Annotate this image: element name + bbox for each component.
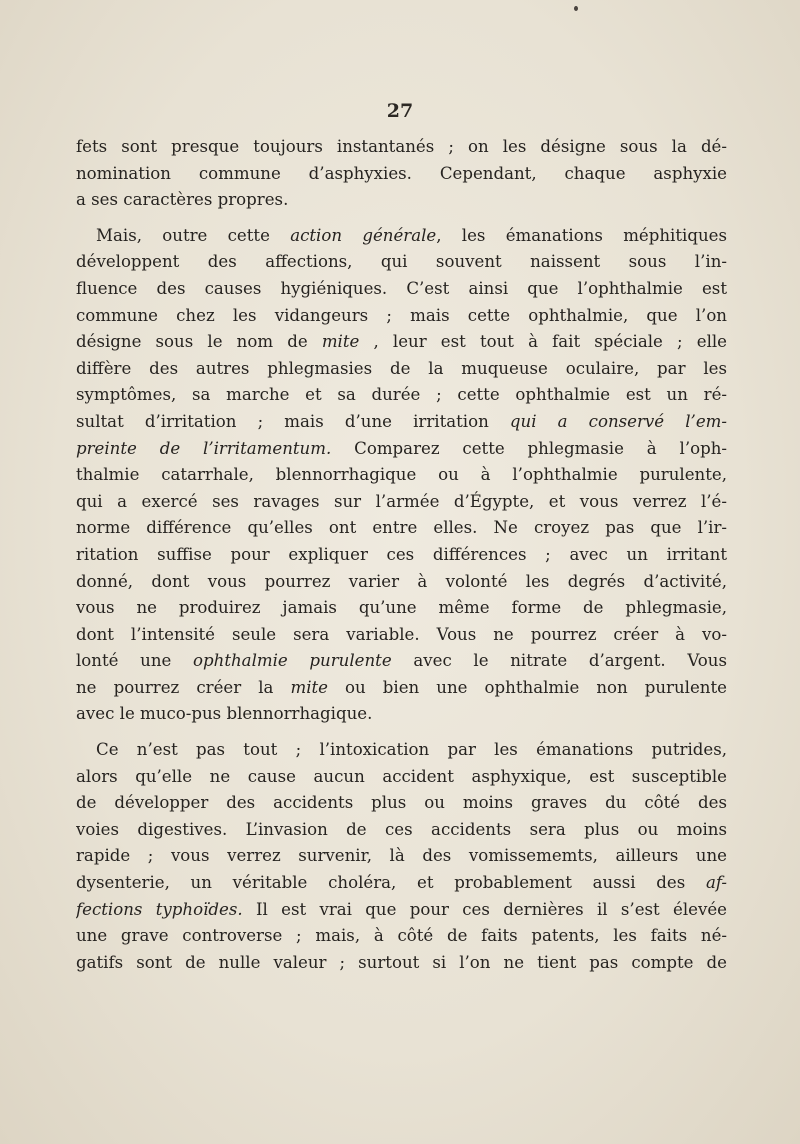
- paragraph: [76, 737, 727, 976]
- text-segment: Mais, outre cette: [96, 225, 291, 245]
- text-segment: Il est vrai que pour ces dernières il s’est élevée: [242, 899, 727, 919]
- text-segment: ou bien une ophthalmie non purulente: [328, 677, 727, 697]
- italic-segment: qui a conservé l’em-: [509, 411, 727, 431]
- text-segment: diffère des autres phlegmasies de la muqueuse oculaire, par les: [76, 358, 727, 378]
- text-line: [76, 764, 727, 791]
- text-segment: norme différence qu’elles ont entre elles. Ne croyez pas que l’ir-: [76, 518, 727, 538]
- text-line: [76, 648, 727, 675]
- text-line: [76, 701, 727, 728]
- body-text: [76, 134, 727, 976]
- text-segment: désigne sous le nom de: [76, 332, 322, 352]
- text-line: [76, 595, 727, 622]
- text-segment: commune chez les vidangeurs ; mais cette ophthalmie, que l’on: [76, 305, 727, 325]
- text-segment: Ce n’est pas tout ; l’intoxication par les émanations putrides,: [96, 740, 727, 760]
- text-segment: avec le nitrate d’argent. Vous: [391, 651, 727, 671]
- italic-segment: action générale: [290, 225, 437, 245]
- text-segment: vous ne produirez jamais qu’une même forme de phlegmasie,: [76, 598, 727, 618]
- text-line: [76, 569, 727, 596]
- text-segment: , les émanations méphitiques: [436, 225, 727, 245]
- text-line: [76, 817, 727, 844]
- text-segment: une grave controverse ; mais, à côté de faits patents, les faits né-: [76, 926, 727, 946]
- text-line: [76, 134, 727, 161]
- text-line: [76, 382, 727, 409]
- paragraph-gap: [76, 728, 727, 737]
- text-line: [76, 950, 727, 977]
- text-segment: avec le muco-pus blennorrhagique.: [76, 704, 373, 724]
- text-line: [76, 409, 727, 436]
- text-segment: dysenterie, un véritable choléra, et probablement aussi des: [76, 873, 706, 893]
- text-segment: donné, dont vous pourrez varier à volonté les degrés d’activité,: [76, 571, 727, 591]
- text-segment: alors qu’elle ne cause aucun accident asphyxique, est susceptible: [76, 766, 727, 786]
- text-segment: , leur est tout à fait spéciale ; elle: [359, 332, 727, 352]
- text-line: [76, 161, 727, 188]
- text-segment: symptômes, sa marche et sa durée ; cette ophthalmie est un ré-: [76, 385, 727, 405]
- text-segment: sultat d’irritation ; mais d’une irritation: [76, 411, 510, 431]
- text-segment: rapide ; vous verrez survenir, là des vomissememts, ailleurs une: [76, 846, 727, 866]
- text-line: [76, 790, 727, 817]
- text-line: [76, 303, 727, 330]
- text-line: [76, 542, 727, 569]
- text-line: [76, 187, 727, 214]
- text-segment: gatifs sont de nulle valeur ; surtout si l’on ne tient pas compte de: [76, 952, 727, 972]
- text-line: [76, 276, 727, 303]
- paragraph: [76, 223, 727, 728]
- text-line: [76, 356, 727, 383]
- italic-segment: af-: [705, 873, 727, 893]
- italic-segment: mite: [290, 677, 328, 697]
- text-segment: lonté une: [76, 651, 194, 671]
- text-line: [76, 223, 727, 250]
- text-segment: nomination commune d’asphyxies. Cependant, chaque asphyxie: [76, 163, 727, 183]
- text-line: [76, 462, 727, 489]
- text-line: [76, 843, 727, 870]
- text-segment: ritation suffise pour expliquer ces différences ; avec un irritant: [76, 544, 727, 564]
- text-line: [76, 622, 727, 649]
- italic-segment: mite: [321, 332, 360, 352]
- text-segment: de développer des accidents plus ou moins graves du côté des: [76, 793, 727, 813]
- text-segment: fluence des causes hygiéniques. C’est ainsi que l’ophthalmie est: [76, 278, 727, 298]
- text-segment: ne pourrez créer la: [76, 677, 291, 697]
- text-segment: développent des affections, qui souvent naissent sous l’in-: [76, 252, 727, 272]
- text-segment: fets sont presque toujours instantanés ; on les désigne sous la dé-: [76, 137, 727, 156]
- text-segment: dont l’intensité seule sera variable. Vous ne pourrez créer à vo-: [76, 624, 727, 644]
- text-line: [76, 870, 727, 897]
- text-line: [76, 897, 727, 924]
- text-line: [76, 675, 727, 702]
- text-segment: Comparez cette phlegmasie à l’oph-: [331, 438, 727, 458]
- text-line: [76, 489, 727, 516]
- text-line: [76, 249, 727, 276]
- paragraph-gap: [76, 214, 727, 223]
- page-number: 27: [386, 100, 414, 122]
- text-segment: qui a exercé ses ravages sur l’armée d’Égypte, et vous verrez l’é-: [76, 491, 727, 511]
- paragraph: [76, 134, 727, 214]
- italic-segment: fections typhoïdes.: [76, 899, 243, 919]
- text-line: [76, 436, 727, 463]
- text-line: [76, 923, 727, 950]
- text-line: [76, 515, 727, 542]
- ink-speck: [574, 6, 578, 11]
- text-line: [76, 737, 727, 764]
- text-segment: a ses caractères propres.: [76, 190, 289, 210]
- text-segment: voies digestives. L’invasion de ces accidents sera plus ou moins: [76, 819, 727, 839]
- italic-segment: ophthalmie purulente: [193, 651, 392, 671]
- text-segment: thalmie catarrhale, blennorrhagique ou à l’ophthalmie purulente,: [76, 465, 727, 485]
- italic-segment: preinte de l’irritamentum.: [76, 438, 332, 458]
- text-line: [76, 329, 727, 356]
